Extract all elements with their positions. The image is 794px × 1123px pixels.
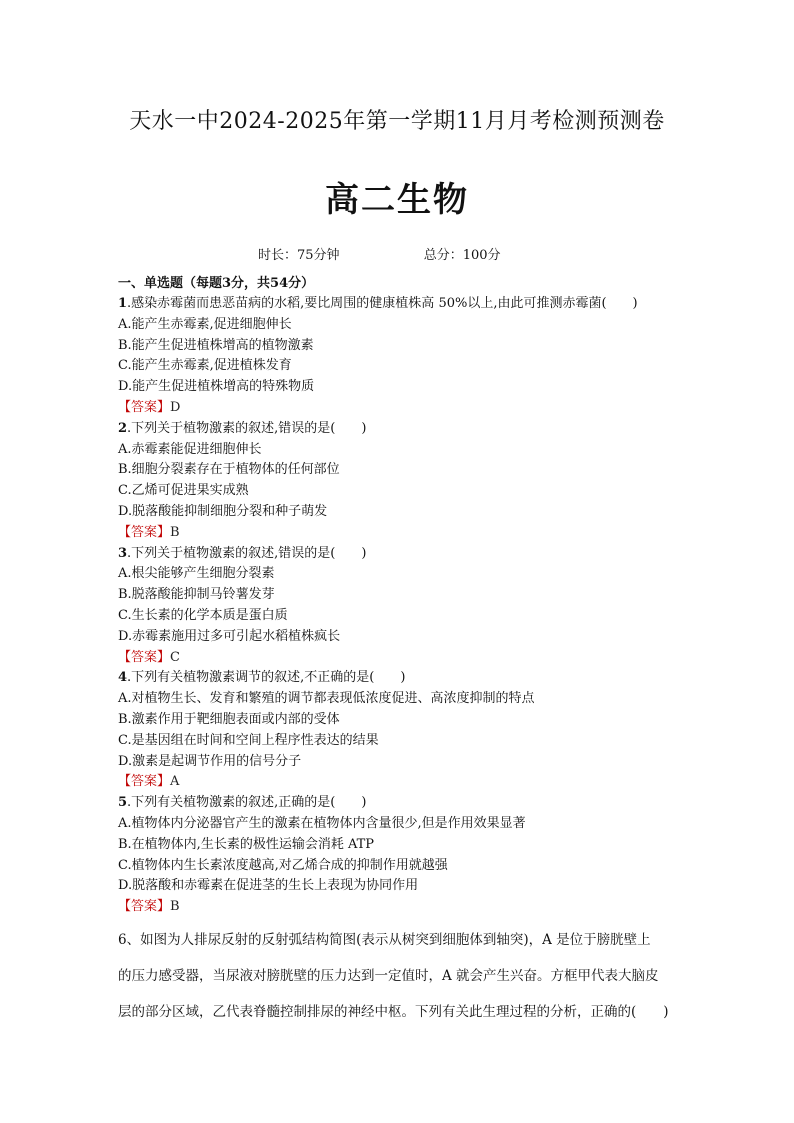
question-5 (118, 793, 688, 918)
answer-line (118, 648, 688, 669)
answer-label: 【答案】 (118, 774, 171, 790)
question-number: 2 (118, 420, 128, 436)
answer-label: 【答案】 (118, 524, 171, 540)
option-b: B.细胞分裂素存在于植物体的任何部位 (118, 462, 340, 478)
question-number: 3 (118, 545, 128, 561)
answer-label: 【答案】 (118, 899, 171, 915)
option-c: C.能产生赤霉素,促进植株发育 (118, 358, 292, 374)
exam-title: 天水一中2024-2025年第一学期11月月考检测预测卷 (129, 109, 665, 134)
option-b: B.在植物体内,生长素的极性运输会消耗 ATP (118, 836, 375, 852)
answer-line (118, 772, 688, 793)
option-d: D.能产生促进植株增高的特殊物质 (118, 379, 315, 395)
question-text: .下列有关植物激素调节的叙述,不正确的是( ) (127, 670, 406, 686)
question-stem (118, 294, 688, 315)
option-b: B.激素作用于靶细胞表面或内部的受体 (118, 711, 340, 727)
question-list (118, 274, 688, 1030)
question-number: 1 (118, 296, 128, 311)
answer-value: B (170, 524, 180, 540)
question-number: 4 (118, 670, 128, 686)
answer-line (118, 398, 688, 419)
question-text: .下列关于植物激素的叙述,错误的是( ) (127, 545, 367, 561)
option-c: C.乙烯可促进果实成熟 (118, 483, 249, 499)
question-6-line-2: 的压力感受器，当尿液对膀胱壁的压力达到一定值时，A 就会产生兴奋。方框甲代表大脑皮 (118, 967, 659, 984)
answer-label: 【答案】 (118, 399, 171, 415)
option-a: A.植物体内分泌器官产生的激素在植物体内含量很少,但是作用效果显著 (118, 815, 526, 831)
answer-value: A (170, 774, 180, 790)
option-a: A.根尖能够产生细胞分裂素 (118, 566, 275, 582)
option-b: B.能产生促进植株增高的植物激素 (118, 337, 314, 353)
option-c: C.是基因组在时间和空间上程序性表达的结果 (118, 732, 379, 748)
option-d: D.脱落酸和赤霉素在促进茎的生长上表现为协同作用 (118, 878, 419, 894)
answer-line (118, 897, 688, 918)
question-number: 5 (118, 795, 128, 811)
answer-value: D (170, 399, 181, 415)
answer-value: C (170, 649, 180, 665)
question-4 (118, 668, 688, 793)
question-6-line-3: 层的部分区域，乙代表脊髓控制排尿的神经中枢。下列有关此生理过程的分析，正确的( ) (118, 1003, 669, 1020)
option-a: A.赤霉素能促进细胞伸长 (118, 441, 262, 457)
option-a: A.能产生赤霉素,促进细胞伸长 (118, 316, 292, 332)
subject-title: 高二生物 (325, 180, 469, 220)
answer-value: B (170, 899, 180, 915)
question-text: .下列关于植物激素的叙述,错误的是( ) (127, 420, 367, 436)
total-score-text: 总分：100分 (423, 248, 501, 263)
question-stem (118, 793, 688, 814)
question-1 (118, 294, 688, 419)
exam-meta (258, 244, 501, 263)
question-2 (118, 419, 688, 544)
question-stem (118, 419, 688, 440)
option-b: B.脱落酸能抑制马铃薯发芽 (118, 587, 275, 603)
section-heading: 一、单选题（每题3分，共54分） (118, 276, 315, 291)
question-text: .感染赤霉菌而患恶苗病的水稻,要比周围的健康植株高 50%以上,由此可推测赤霉菌( ) (127, 296, 638, 311)
question-stem (118, 544, 688, 565)
question-3 (118, 544, 688, 669)
option-a: A.对植物生长、发育和繁殖的调节都表现低浓度促进、高浓度抑制的特点 (118, 691, 535, 707)
answer-label: 【答案】 (118, 649, 171, 665)
option-d: D.脱落酸能抑制细胞分裂和种子萌发 (118, 503, 328, 519)
option-c: C.植物体内生长素浓度越高,对乙烯合成的抑制作用就越强 (118, 857, 448, 873)
option-c: C.生长素的化学本质是蛋白质 (118, 607, 288, 623)
duration-text: 时长：75分钟 (258, 248, 340, 263)
question-text: .下列有关植物激素的叙述,正确的是( ) (127, 795, 367, 811)
question-6 (118, 922, 688, 1030)
option-d: D.激素是起调节作用的信号分子 (118, 753, 302, 769)
question-6-line-1: 6、如图为人排尿反射的反射弧结构简图(表示从树突到细胞体到轴突)，A 是位于膀胱壁上 (118, 931, 651, 948)
answer-line (118, 523, 688, 544)
option-d: D.赤霉素施用过多可引起水稻植株疯长 (118, 628, 341, 644)
question-stem (118, 668, 688, 689)
